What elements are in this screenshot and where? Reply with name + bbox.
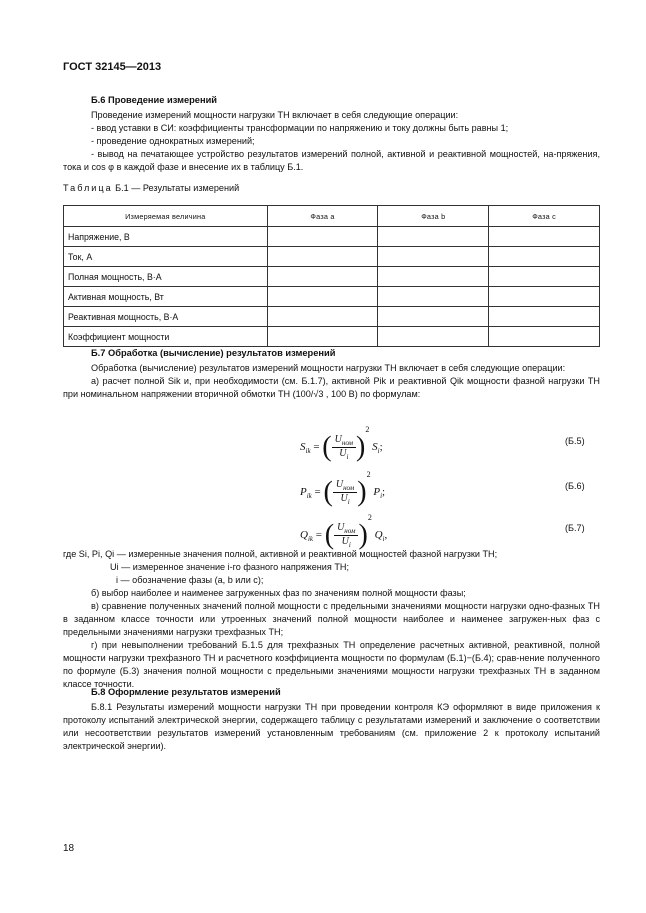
formula-b6: $P_{ik}$ = ( $\frac{U_{ном}}{U_i}$ )$^2$ $P_i$; bbox=[300, 470, 386, 508]
formula-end: ; bbox=[379, 441, 383, 453]
table-row bbox=[64, 227, 600, 247]
b7-paragraph-5: г) при невыполнении требований Б.1.5 для трехфазных ТН определение расчетных активной, реактивной, полной мощности нагрузки трехфазного ТН и расчетного коэффициента мощности по формулам (Б.1)−(Б.4); срав-нение полученного по формуле (Б.3) значения полной мощности с предельными значениями мощности нагрузки трехфазных ТН в заданном классе точности. bbox=[63, 640, 600, 689]
fraction-numerator-sub: ном bbox=[344, 526, 356, 535]
table-cell bbox=[267, 307, 378, 327]
table-cell bbox=[489, 267, 600, 287]
b7-paragraph-1: Обработка (вычисление) результатов измерений мощности нагрузки ТН включает в себя следующие операции: bbox=[91, 363, 566, 373]
table-header-phase-a: Фаза a bbox=[310, 211, 335, 221]
fraction-denominator: U bbox=[340, 492, 348, 504]
section-b7-steps bbox=[63, 587, 600, 691]
table-cell bbox=[267, 247, 378, 267]
where-line-2: Ui — измеренное значение i-го фазного напряжения ТН; bbox=[110, 562, 349, 572]
section-b8-body bbox=[63, 701, 600, 753]
fraction-numerator-sub: ном bbox=[343, 483, 355, 492]
table-cell-label: Полная мощность, В·А bbox=[64, 267, 268, 287]
b7-paragraph-4: в) сравнение полученных значений полной мощности с предельными значениями мощности нагрузки одно-фазных ТН в заданном классе точности или утроенных значений полной мощности наиболее и наименее загружен-ных фаз с предельными значениями нагрузки трехфазных ТН; bbox=[63, 601, 600, 637]
table-header-cell bbox=[489, 206, 600, 227]
formula-fraction bbox=[333, 479, 357, 506]
section-b7-intro bbox=[63, 362, 600, 401]
table-row bbox=[64, 247, 600, 267]
formula-number-b7: (Б.7) bbox=[565, 523, 585, 533]
formula-end: ; bbox=[382, 486, 386, 498]
results-table bbox=[63, 205, 600, 347]
fraction-denominator-sub: i bbox=[346, 452, 349, 461]
table-cell bbox=[378, 227, 489, 247]
table-cell bbox=[378, 247, 489, 267]
formula-b5: $S_{ik}$ = ( $\frac{U_{ном}}{U_i}$ )$^2$ $S_i$; bbox=[300, 425, 383, 463]
table-cell bbox=[378, 307, 489, 327]
table-row bbox=[64, 287, 600, 307]
section-b6-body bbox=[63, 109, 600, 174]
where-line-3: i — обозначение фазы (a, b или c); bbox=[116, 575, 264, 585]
b7-paragraph-2: а) расчет полной Sik и, при необходимости (см. Б.1.7), активной Pik и реактивной Qik мощности фазной нагрузки ТН при номинальном напряжении вторичной обмотки ТН (100/√3 , 100 В) по формулам: bbox=[63, 376, 600, 399]
where-line-1: где Si, Pi, Qi — измеренные значения полной, активной и реактивной мощностей фазной нагрузки ТН; bbox=[63, 549, 498, 559]
formula-lhs-sub: ik bbox=[307, 535, 314, 544]
fraction-numerator: U bbox=[335, 478, 344, 490]
formula-rhs: S bbox=[372, 441, 378, 453]
table-header-cell bbox=[267, 206, 378, 227]
fraction-numerator: U bbox=[334, 433, 342, 445]
table-cell-label: Активная мощность, Вт bbox=[64, 287, 268, 307]
formula-lhs: Q bbox=[300, 529, 308, 541]
formula-lhs-sub: ik bbox=[305, 447, 311, 456]
table-cell-label: Напряжение, В bbox=[64, 227, 268, 247]
section-b7-title: Б.7 Обработка (вычисление) результатов измерений bbox=[91, 348, 336, 358]
formula-rhs-sub: i bbox=[380, 492, 383, 501]
table-header-row bbox=[64, 206, 600, 227]
b6-paragraph-3: - проведение однократных измерений; bbox=[91, 136, 255, 146]
standard-header: ГОСТ 32145—2013 bbox=[63, 61, 162, 73]
table-cell-label: Коэффициент мощности bbox=[64, 327, 268, 347]
formula-lhs: P bbox=[300, 486, 307, 498]
formula-number-b6: (Б.6) bbox=[565, 481, 585, 491]
table-header-cell: Измеряемая величина bbox=[64, 206, 268, 227]
table-cell bbox=[267, 227, 378, 247]
table-caption-prefix: Таблица bbox=[63, 183, 113, 193]
table-cell bbox=[267, 287, 378, 307]
table-header-phase-b: Фаза b bbox=[421, 211, 446, 221]
b7-paragraph-3: б) выбор наиболее и наименее загруженных фаз по значениям полной мощности фазы; bbox=[91, 588, 466, 598]
formula-b7: $Q_{ik}$ = ( $\frac{U_{ном}}{U_i}$ )$^2$ $Q_i$, bbox=[300, 513, 388, 551]
formula-power: 2 bbox=[365, 425, 370, 434]
formula-end: , bbox=[384, 529, 388, 541]
section-b8-title: Б.8 Оформление результатов измерений bbox=[91, 687, 281, 697]
formula-rhs: Q bbox=[374, 529, 383, 541]
b6-paragraph-2: - ввод уставки в СИ: коэффициенты трансформации по напряжению и току должны быть равны 1; bbox=[91, 123, 509, 133]
formula-fraction bbox=[334, 522, 358, 549]
table-cell bbox=[378, 327, 489, 347]
table-cell bbox=[489, 307, 600, 327]
table-cell bbox=[267, 327, 378, 347]
table-header-phase-c: Фаза c bbox=[532, 211, 556, 221]
fraction-denominator: U bbox=[341, 535, 349, 547]
table-row bbox=[64, 267, 600, 287]
table-cell bbox=[489, 247, 600, 267]
table-cell-label: Реактивная мощность, В·А bbox=[64, 307, 268, 327]
formula-power: 2 bbox=[366, 470, 371, 479]
b6-paragraph-1: Проведение измерений мощности нагрузки ТН включает в себя следующие операции: bbox=[91, 110, 459, 120]
table-cell bbox=[489, 327, 600, 347]
formula-power: 2 bbox=[367, 513, 372, 522]
formula-lhs-sub: ik bbox=[306, 492, 312, 501]
fraction-denominator-sub: i bbox=[348, 540, 351, 549]
table-header-cell bbox=[378, 206, 489, 227]
table-cell bbox=[378, 287, 489, 307]
formula-rhs-sub: i bbox=[382, 535, 385, 544]
fraction-denominator-sub: i bbox=[347, 497, 350, 506]
table-cell bbox=[378, 267, 489, 287]
formula-fraction bbox=[332, 434, 356, 461]
formula-rhs-sub: i bbox=[377, 447, 380, 456]
table-caption-text: Б.1 — Результаты измерений bbox=[112, 183, 240, 193]
table-row bbox=[64, 307, 600, 327]
b8-paragraph-1: Б.8.1 Результаты измерений мощности нагрузки ТН при проведении контроля КЭ оформляют в виде приложения к протоколу испытаний электрической энергии, содержащего таблицу с результатами измерений и заключение о соответствии или несоответствии результатов измерений установленным требованиям (см. приложение 2 к протоколу испытаний электрической энергии). bbox=[63, 702, 600, 751]
table-cell bbox=[267, 267, 378, 287]
table-cell bbox=[489, 287, 600, 307]
formula-rhs: P bbox=[373, 486, 381, 498]
fraction-denominator: U bbox=[339, 447, 347, 459]
formula-lhs: S bbox=[300, 441, 306, 453]
table-caption bbox=[63, 183, 239, 193]
table-cell-label: Ток, А bbox=[64, 247, 268, 267]
formula-number-b5: (Б.5) bbox=[565, 436, 585, 446]
section-b6-title: Б.6 Проведение измерений bbox=[91, 95, 218, 105]
table-cell bbox=[489, 227, 600, 247]
b6-paragraph-4: - вывод на печатающее устройство результатов измерений полной, активной и реактивной мощностей, на-пряжения, тока и cos φ в каждой фазе и внесение их в таблицу Б.1. bbox=[63, 149, 600, 172]
fraction-numerator-sub: ном bbox=[341, 438, 354, 447]
fraction-numerator: U bbox=[337, 521, 345, 533]
page-number: 18 bbox=[63, 843, 75, 854]
table-row bbox=[64, 327, 600, 347]
